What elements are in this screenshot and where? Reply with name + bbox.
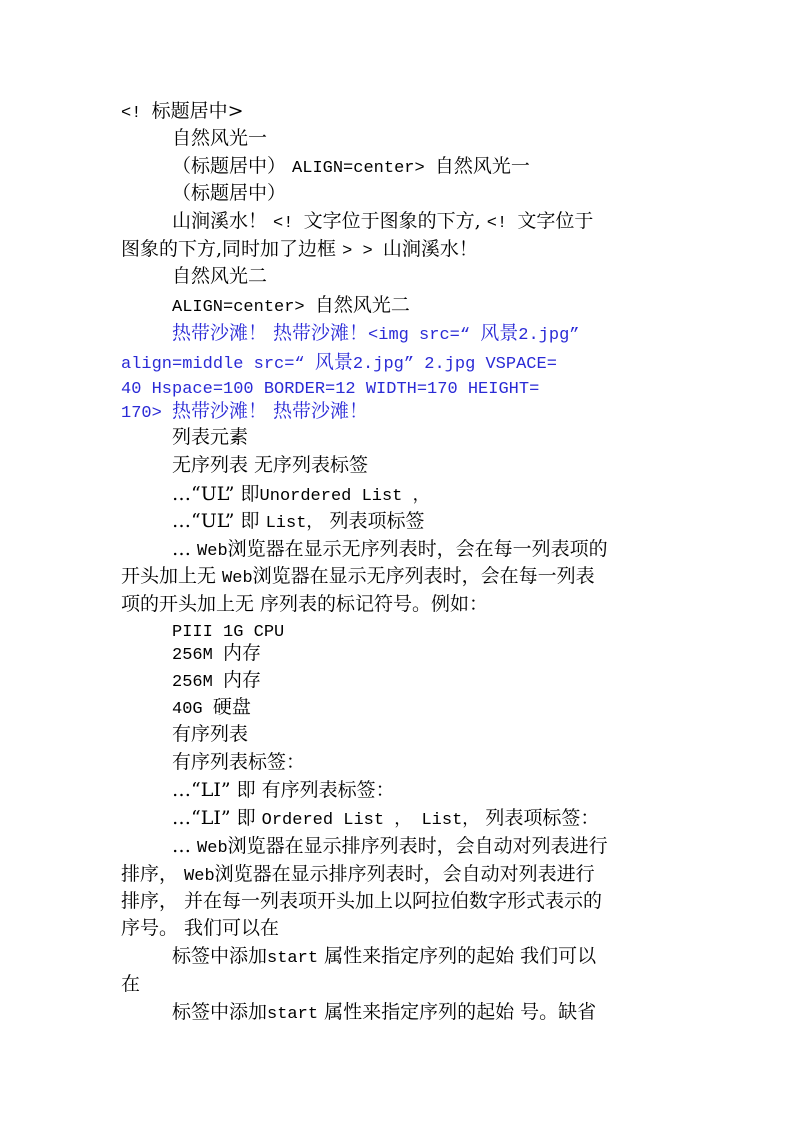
text-segment: 256M (172, 646, 224, 665)
text-segment: <img src=“ (368, 326, 481, 345)
text-segment: （标题居中） (172, 182, 287, 204)
text-line (172, 208, 593, 237)
text-segment: Ordered List ， List， (261, 811, 480, 830)
text-segment: …“LI” 即 (172, 807, 262, 829)
text-line (172, 667, 261, 696)
text-segment: 自然风光一 (172, 127, 268, 149)
text-line (172, 508, 424, 537)
text-segment: 有序列表标签： (172, 751, 306, 773)
text-segment: 山涧溪水！ (382, 238, 478, 260)
text-segment: … (172, 538, 198, 560)
text-segment: 热带沙滩！ 热带沙滩！ (172, 322, 369, 344)
text-segment: 序号。 我们可以在 (121, 917, 280, 939)
text-segment: …“UL” 即 (172, 483, 260, 505)
text-segment: Web (184, 867, 215, 886)
text-segment: …“UL” 即 (172, 510, 266, 532)
text-segment: 40G (172, 700, 213, 719)
text-segment: …“LI” 即 有序列表标签： (172, 779, 395, 801)
text-segment: Web (222, 569, 253, 588)
text-segment: start (267, 1005, 319, 1024)
text-segment: 170> (121, 404, 173, 423)
text-segment: 2.jpg” (518, 326, 580, 345)
text-line (121, 398, 368, 427)
text-segment: 浏览器在显示排序列表时，会自动对列表进行 (214, 863, 595, 885)
text-segment: align=middle src=“ (121, 355, 315, 374)
text-segment: 标签中添加 (172, 945, 268, 967)
text-line (121, 98, 244, 127)
text-line (121, 915, 279, 941)
text-segment: 项的开头加上无 序列表的标记符号。例如： (121, 593, 489, 615)
text-line (121, 861, 595, 890)
text-segment: … (172, 835, 198, 857)
text-segment: 自然风光二 (314, 294, 410, 316)
text-line (172, 749, 305, 775)
text-segment: List， (265, 514, 324, 533)
text-segment: > > (342, 242, 383, 261)
text-segment: Web (197, 839, 228, 858)
text-segment: start (267, 949, 319, 968)
text-segment: 属性来指定序列的起始 号。缺省 (318, 1001, 597, 1023)
text-line (121, 888, 602, 914)
text-segment: 浏览器在显示无序列表时，会在每一列表项的 (227, 538, 608, 560)
text-segment: 2.jpg” 2.jpg VSPACE= (352, 355, 557, 374)
text-line (172, 999, 596, 1028)
text-segment: 排序， 并在每一列表项开头加上以阿拉伯数字形式表示的 (121, 890, 603, 912)
text-line (172, 694, 251, 723)
text-segment: 风景 (314, 351, 353, 373)
text-line (172, 180, 286, 206)
text-line (172, 320, 580, 349)
text-line (121, 236, 478, 265)
text-segment: 列表元素 (172, 426, 249, 448)
text-segment: 列表项标签 (323, 510, 425, 532)
text-segment: ALIGN=center> (292, 159, 435, 178)
text-line (172, 805, 599, 834)
text-line (172, 125, 267, 151)
text-segment: 在 (121, 973, 141, 995)
text-segment: 列表项标签： (479, 807, 600, 829)
text-line (172, 424, 248, 450)
text-line (121, 563, 595, 592)
text-segment: ALIGN=center> (172, 298, 315, 317)
text-segment: 标签中添加 (172, 1001, 268, 1023)
text-line (172, 263, 267, 289)
text-segment: 文字位于 (517, 210, 594, 232)
text-segment: 硬盘 (212, 696, 251, 718)
text-segment: 排序， (121, 863, 185, 885)
text-line (172, 481, 430, 510)
text-segment: 标题居中> (151, 100, 244, 122)
text-line (121, 971, 140, 997)
text-segment: Unordered List ， (259, 487, 430, 506)
text-segment: <! (121, 104, 152, 123)
text-segment: 热带沙滩！ 热带沙滩！ (172, 400, 369, 422)
text-segment: 文字位于图象的下方, (303, 210, 487, 232)
text-segment: <! (486, 214, 518, 233)
text-segment: 风景 (480, 322, 519, 344)
text-segment: <! (273, 214, 304, 233)
text-line (172, 536, 608, 565)
text-line (172, 640, 261, 669)
text-segment: 有序列表 (172, 723, 249, 745)
text-segment: 无序列表 无序列表标签 (172, 454, 369, 476)
text-segment: Web (197, 542, 228, 561)
text-segment: PIII 1G CPU (172, 623, 285, 642)
text-segment: 40 Hspace=100 BORDER=12 WIDTH=170 HEIGHT= (121, 380, 540, 399)
text-line (172, 292, 410, 321)
text-line (172, 153, 530, 182)
text-segment: 图象的下方,同时加了边框 (121, 238, 343, 260)
text-line (172, 833, 608, 862)
text-segment: 内存 (223, 669, 262, 691)
text-line (172, 777, 395, 803)
text-segment: 浏览器在显示无序列表时，会在每一列表 (252, 565, 595, 587)
text-segment: 山涧溪水！ (172, 210, 274, 232)
text-segment: （标题居中） (172, 155, 293, 177)
text-segment: 内存 (223, 642, 262, 664)
text-line (121, 591, 488, 617)
text-line (172, 452, 368, 478)
text-line (172, 943, 596, 972)
text-segment: 开头加上无 (121, 565, 223, 587)
text-line (172, 721, 248, 747)
text-segment: 自然风光二 (172, 265, 268, 287)
text-segment: 自然风光一 (434, 155, 530, 177)
text-segment: 256M (172, 673, 224, 692)
text-segment: 浏览器在显示排序列表时，会自动对列表进行 (227, 835, 608, 857)
text-segment: 属性来指定序列的起始 我们可以 (318, 945, 597, 967)
